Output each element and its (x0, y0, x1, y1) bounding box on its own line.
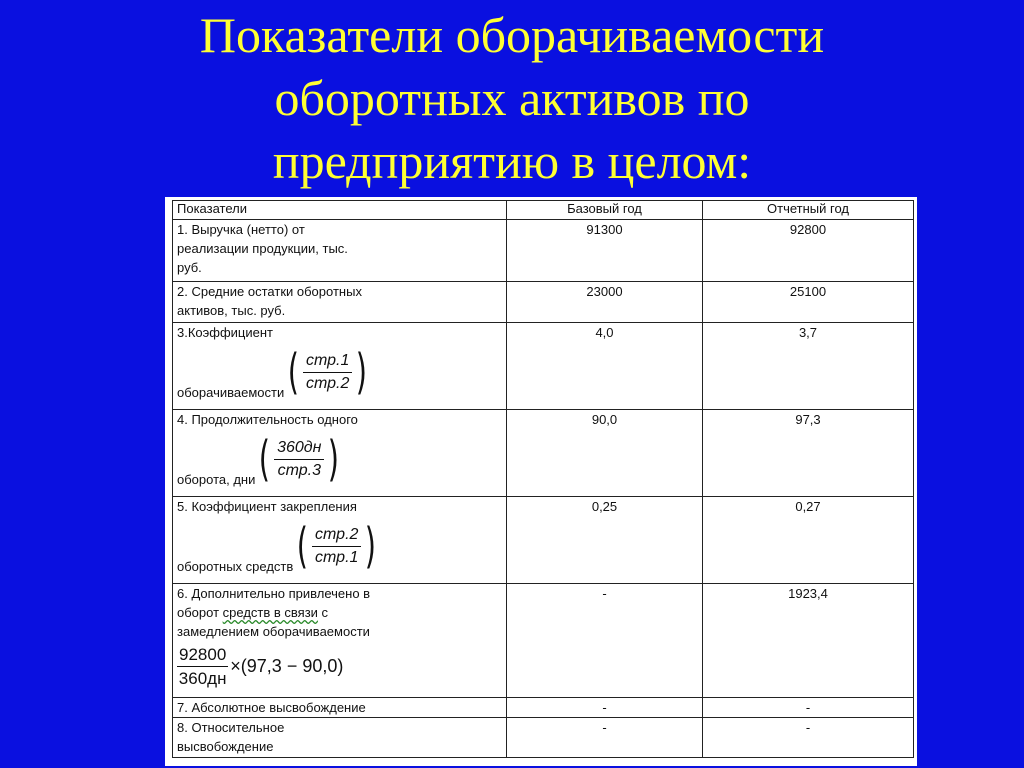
formula: ( $\frac{\text{стр.2}}{\text{стр.1}}$ ) (297, 518, 377, 574)
label-text: 1. Выручка (нетто) от (177, 222, 305, 237)
title-line-2: оборотных активов по (274, 70, 750, 126)
formula-denominator: 360дн (178, 669, 227, 688)
base-value: 23000 (507, 282, 703, 323)
formula: ( $\frac{360дн}{\text{стр.3}}$ ) (259, 431, 340, 487)
row-label (173, 497, 507, 584)
label-line: 2. Средние остатки оборотных (177, 284, 362, 299)
table-row (173, 718, 914, 758)
title-line-1: Показатели оборачиваемости (199, 7, 825, 63)
base-value: - (507, 584, 703, 698)
report-value: 1923,4 (703, 584, 914, 698)
formula-numerator: 92800 (177, 643, 228, 667)
row-label (173, 410, 507, 497)
label-text: оборота, дни (177, 472, 256, 487)
formula-line (177, 516, 502, 576)
table-row (173, 584, 914, 698)
base-value: 0,25 (507, 497, 703, 584)
label-line: 3.Коэффициент (177, 325, 274, 340)
label-text: оборачиваемости (177, 385, 285, 400)
title-line-3: предприятию в целом: (272, 133, 752, 189)
report-value: 92800 (703, 220, 914, 282)
table-header-row (173, 201, 914, 220)
label-line: активов, тыс. руб. (177, 303, 286, 318)
formula-denominator: стр.2 (305, 374, 350, 392)
slide-title (0, 4, 1024, 193)
label-line: высвобождение (177, 739, 274, 754)
formula (177, 643, 343, 690)
formula: ( $\frac{\text{стр.1}}{\text{стр.2}}$ ) (287, 344, 368, 400)
label-line: замедлением оборачиваемости (177, 624, 370, 639)
table-row (173, 220, 914, 282)
formula-numerator: 360дн (274, 437, 324, 460)
table-row (173, 698, 914, 718)
label-line: 5. Коэффициент закрепления (177, 499, 357, 514)
row-label (173, 220, 507, 282)
base-value: 90,0 (507, 410, 703, 497)
label-line: руб. (177, 260, 202, 275)
header-indicators: Показатели (173, 201, 507, 220)
report-value: 25100 (703, 282, 914, 323)
row-label (173, 323, 507, 410)
formula-line (177, 342, 502, 402)
row-label (173, 718, 507, 758)
base-value: - (507, 718, 703, 758)
table-row (173, 282, 914, 323)
table-row (173, 410, 914, 497)
label-line: 7. Абсолютное высвобождение (177, 700, 366, 715)
table-row (173, 497, 914, 584)
table-image (165, 197, 917, 766)
report-value: 97,3 (703, 410, 914, 497)
table-row (173, 323, 914, 410)
row-label (173, 282, 507, 323)
label-line: 6. Дополнительно привлечено в (177, 586, 371, 601)
indicators-table (172, 200, 914, 758)
report-value: 0,27 (703, 497, 914, 584)
label-line: реализации продукции, тыс. (177, 241, 348, 256)
report-value: - (703, 698, 914, 718)
formula-line (177, 429, 502, 489)
label-line: 8. Относительное (177, 720, 285, 735)
label-line: 4. Продолжительность одного (177, 412, 358, 427)
base-value: 4,0 (507, 323, 703, 410)
row-label (173, 698, 507, 718)
label-text: оборотных средств (177, 559, 294, 574)
report-value: - (703, 718, 914, 758)
report-value: 3,7 (703, 323, 914, 410)
formula-expression: ×(97,3 − 90,0) (230, 656, 344, 676)
formula-numerator: стр.2 (312, 524, 361, 547)
formula-denominator: стр.3 (277, 461, 321, 479)
row-label (173, 584, 507, 698)
header-report-year: Отчетный год (703, 201, 914, 220)
header-base-year: Базовый год (507, 201, 703, 220)
label-line (177, 220, 502, 239)
formula-numerator: стр.1 (303, 350, 352, 373)
base-value: 91300 (507, 220, 703, 282)
formula-denominator: стр.1 (315, 548, 359, 566)
label-line: оборот средств в связи с (177, 605, 329, 620)
base-value: - (507, 698, 703, 718)
